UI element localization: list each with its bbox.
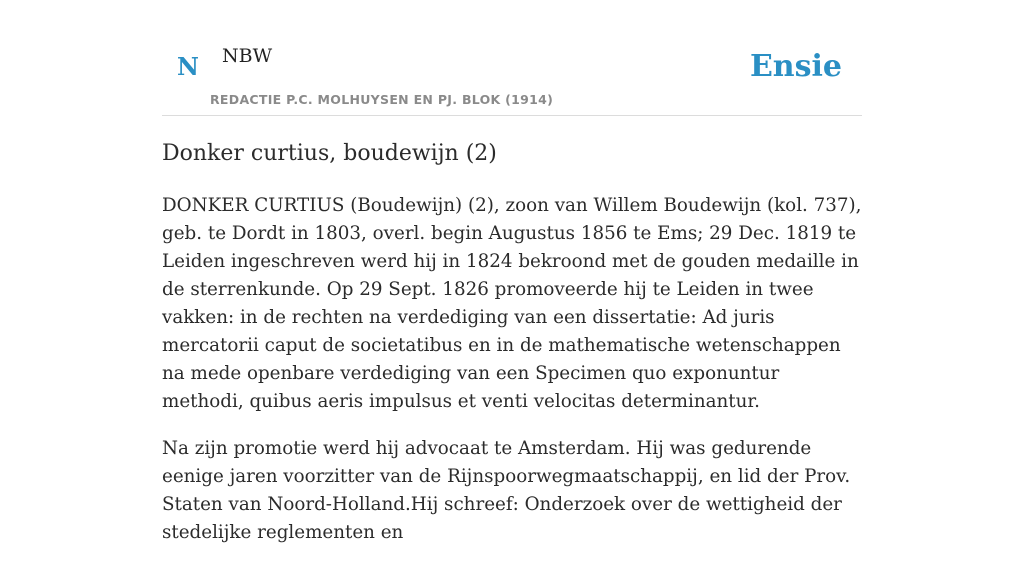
source-header (162, 0, 862, 116)
article-body (162, 192, 862, 566)
article-paragraph: DONKER CURTIUS (Boudewijn) (2), zoon van Willem Boudewijn (kol. 737), geb. te Dordt in 1803, overl. begin Augustus 1856 te Ems; 29 Dec. 1819 te Leiden ingeschreven werd hij in 1824 bekroond met de gouden medaille in de sterrenkunde. Op 29 Sept. 1826 promoveerde hij te Leiden in twee vakken: in de rechten na verdediging van een dissertatie: Ad juris mercatorii caput de societatibus en in de mathematische wetenschappen na mede openbare verdediging van een Specimen quo exponuntur methodi, quibus aeris impulsus et venti velocitas determinantur. (162, 195, 862, 412)
source-subtitle: REDACTIE P.C. MOLHUYSEN EN PJ. BLOK (1914) (210, 92, 554, 107)
article-paragraph: Na zijn promotie werd hij advocaat te Amsterdam. Hij was gedurende eenige jaren voorzitter van de Rijnspoorwegmaatschappij, en lid der Prov. Staten van Noord-Holland.Hij schreef: Onderzoek over de wettigheid der stedelijke reglementen en (162, 438, 851, 543)
ensie-logo-link[interactable]: Ensie (749, 49, 842, 84)
page (162, 0, 862, 543)
source-name-link[interactable]: NBW (222, 45, 273, 67)
source-logo-icon[interactable]: N (177, 52, 199, 81)
article-title: Donker curtius, boudewijn (2) (162, 141, 497, 166)
